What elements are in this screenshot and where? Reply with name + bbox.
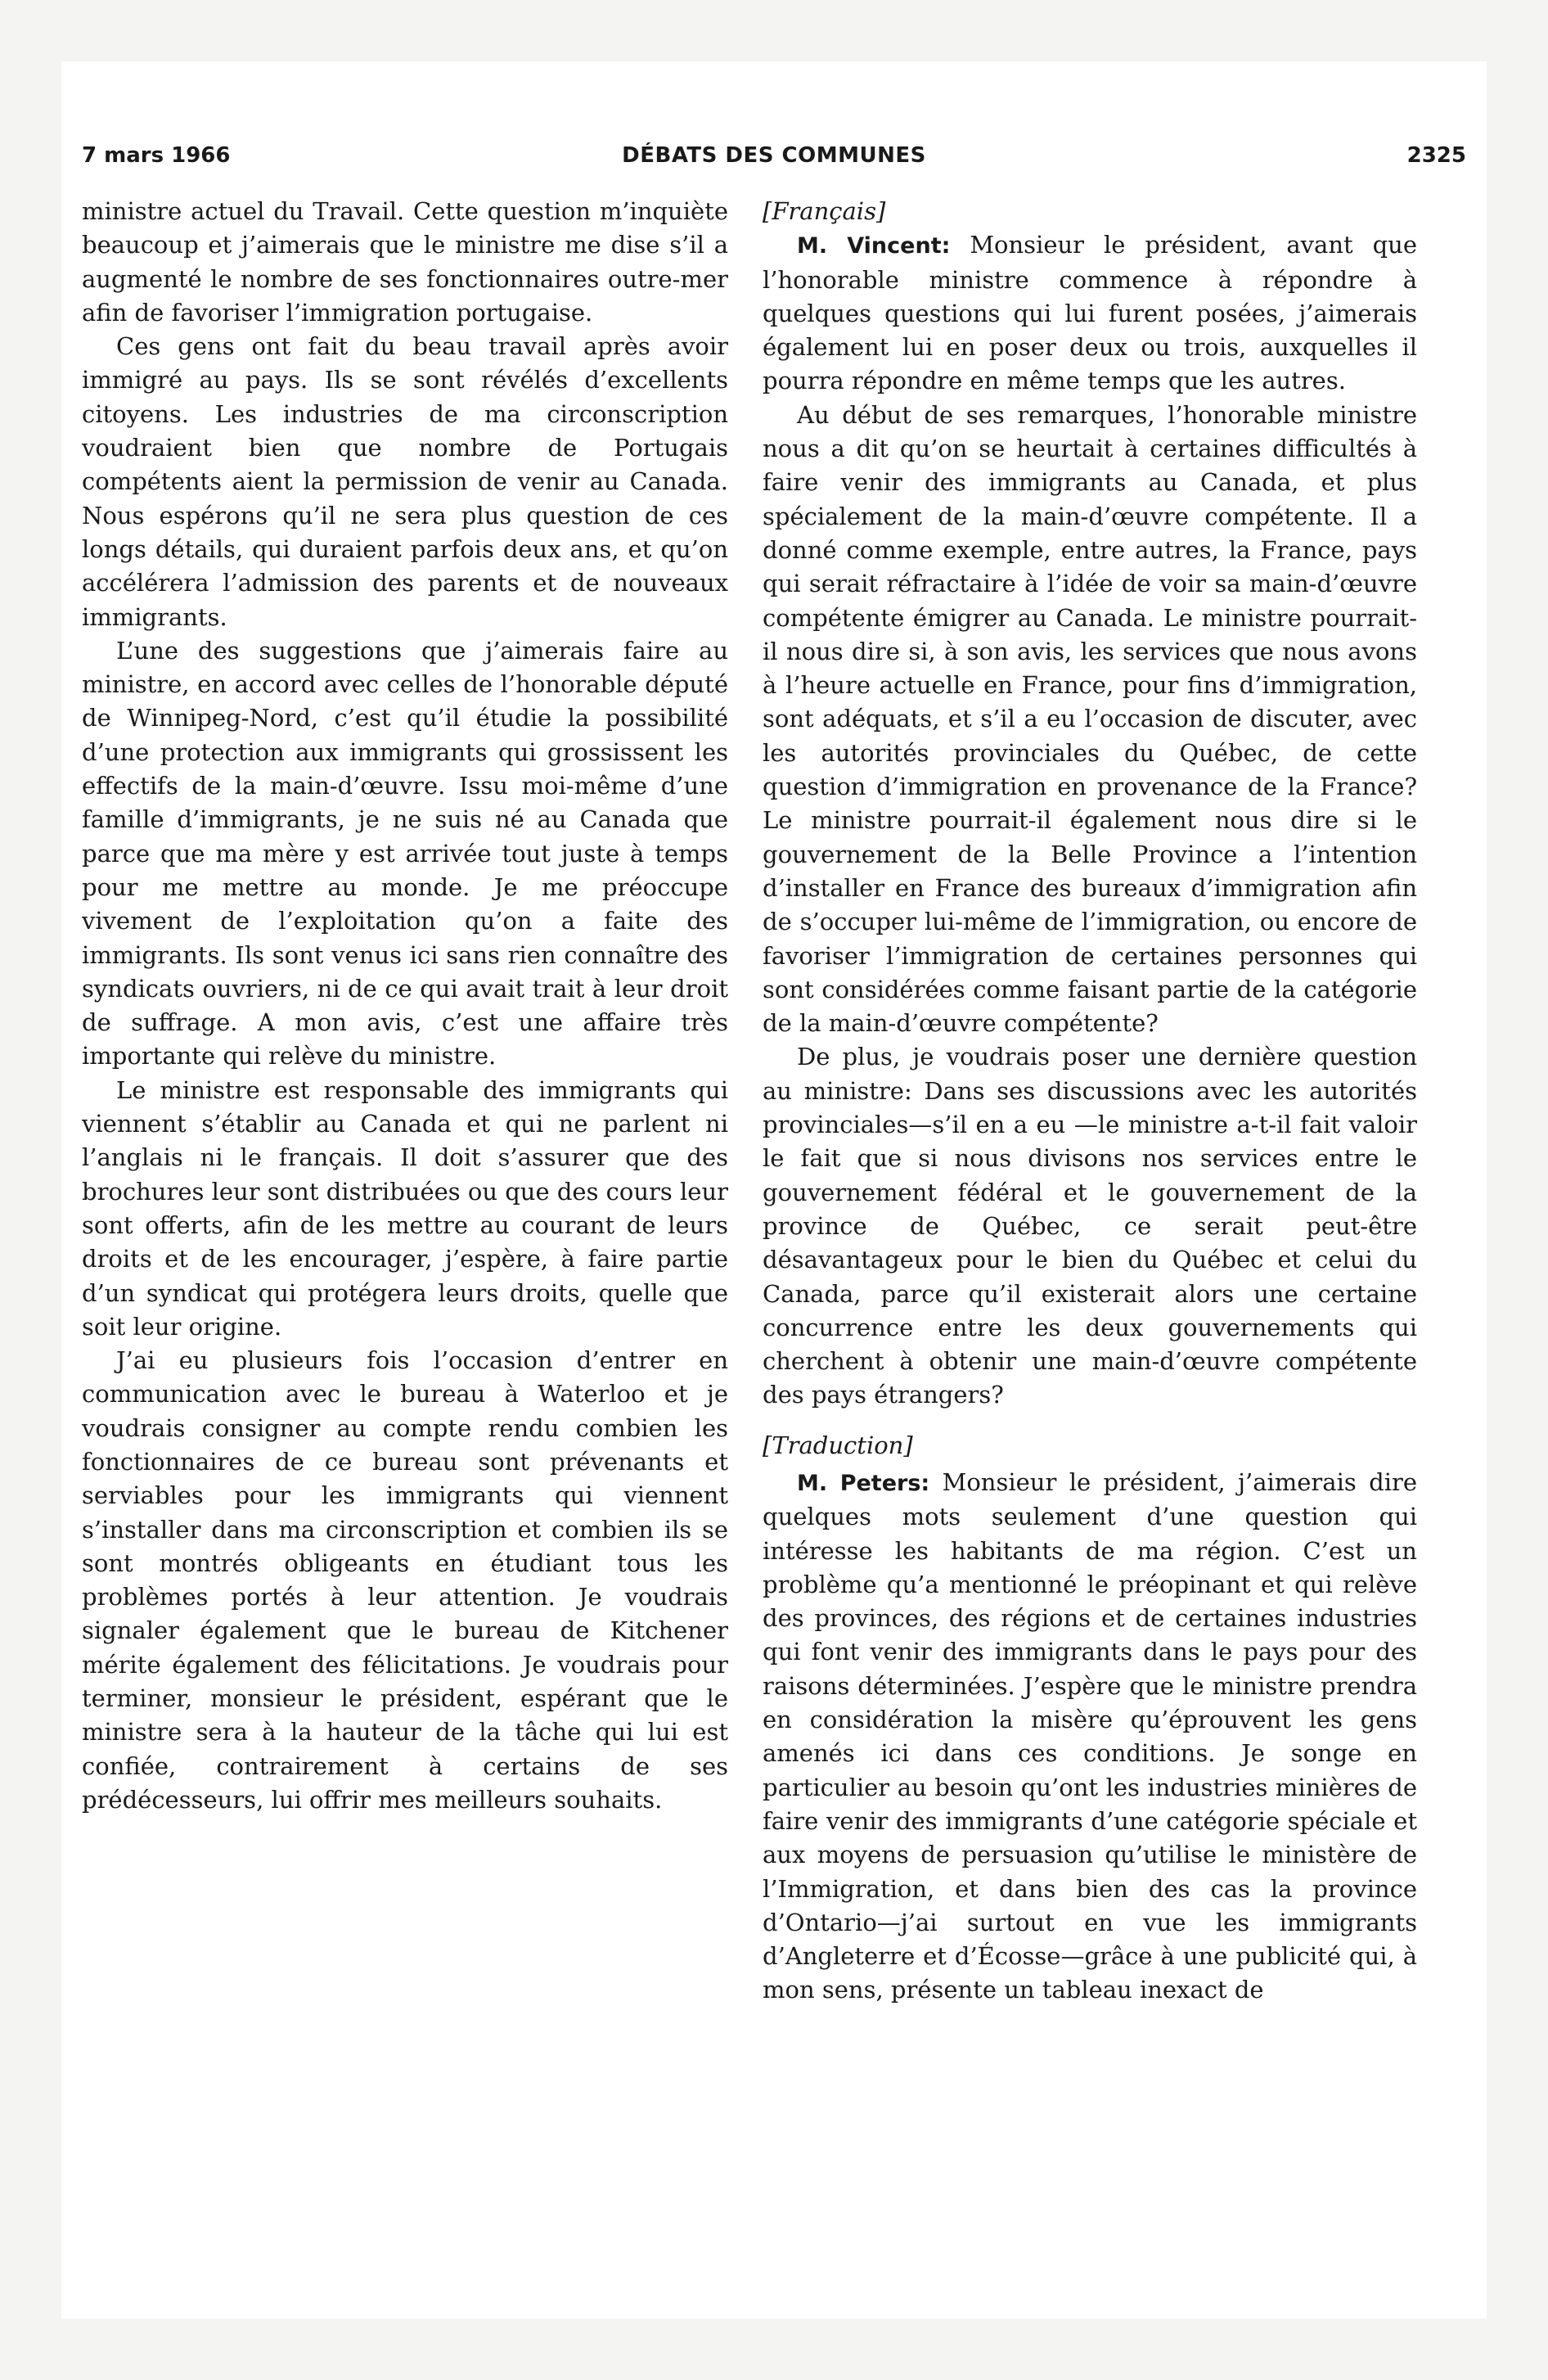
- page-header: [82, 137, 1466, 174]
- header-title: DÉBATS DES COMMUNES: [622, 143, 926, 168]
- paragraph: J’ai eu plusieurs fois l’occasion d’entrer en communication avec le bureau à Waterloo et je voudrais consigner au compte rendu combien les fonctionnaires de ce bureau sont prévenants et serviables pour les immigrants qui viennent s’installer dans ma circonscription et combien ils se sont montrés obligeants en étudiant tous les problèmes portés à leur attention. Je voudrais signaler également que le bureau de Kitchener mérite également des félicitations. Je voudrais pour terminer, monsieur le président, espérant que le ministre sera à la hauteur de la tâche qui lui est confiée, contrairement à certains de ses prédécesseurs, lui offrir mes meilleurs souhaits.: [82, 1346, 728, 1814]
- right-column: [763, 195, 1417, 2008]
- speech-vincent: [763, 228, 1417, 398]
- paragraph: ministre actuel du Travail. Cette question m’inquiète beaucoup et j’aimerais que le ministre me dise s’il a augmenté le nombre de ses fonctionnaires outre-mer afin de favoriser l’immigration portugaise.: [82, 197, 728, 327]
- paragraph: Ces gens ont fait du beau travail après avoir immigré au pays. Ils se sont révélés d’excellents citoyens. Les industries de ma circonscription voudraient bien que nombre de Portugais compétents aient la permission de venir au Canada. Nous espérons qu’il ne sera plus question de ces longs détails, qui duraient parfois deux ans, et qu’on accélérera l’admission des parents et de nouveaux immigrants.: [82, 332, 728, 631]
- speech-text: Monsieur le président, avant que l’honorable ministre commence à répondre à quelques questions qui lui furent posées, j’aimerais également lui en poser deux ou trois, auxquelles il pourra répondre en même temps que les autres.: [763, 231, 1418, 395]
- speech-text: Monsieur le président, j’aimerais dire quelques mots seulement d’une question qui intéresse les habitants de ma région. C’est un problème qu’a mentionné le préopinant et qui relève des provinces, des régions et de certaines industries qui font venir des immigrants dans le pays pour des raisons déterminées. J’espère que le ministre prendra en considération la misère qu’éprouvent les gens amenés ici dans ces conditions. Je songe en particulier au besoin qu’ont les industries minières de faire venir des immigrants d’une catégorie spéciale et aux moyens de persuasion qu’utilise le ministère de l’Immigration, et dans bien des cas la province d’Ontario—j’ai surtout en vue les immigrants d’Angleterre et d’Écosse—grâce à une publicité qui, à mon sens, présente un tableau inexact de: [763, 1467, 1417, 2004]
- left-column: [82, 195, 728, 1817]
- paragraph: L’une des suggestions que j’aimerais faire au ministre, en accord avec celles de l’honorable député de Winnipeg-Nord, c’est qu’il étudie la possibilité d’une protection aux immigrants qui grossissent les effectifs de la main-d’œuvre. Issu moi-même d’une famille d’immigrants, je ne suis né au Canada que parce que ma mère y est arrivée tout juste à temps pour me mettre au monde. Je me préoccupe vivement de l’exploitation qu’on a faite des immigrants. Ils sont venus ici sans rien connaître des syndicats ouvriers, ni de ce qui avait trait à leur droit de suffrage. A mon avis, c’est une affaire très importante qui relève du ministre.: [82, 636, 728, 1071]
- paragraph: Le ministre est responsable des immigrants qui viennent s’établir au Canada et qui ne parlent ni l’anglais ni le français. Il doit s’assurer que des brochures leur sont distribuées ou que des cours leur sont offerts, afin de les mettre au courant de leurs droits et de les encourager, j’espère, à faire partie d’un syndicat qui protégera leurs droits, quelle que soit leur origine.: [82, 1075, 728, 1341]
- speech-peters: [763, 1466, 1417, 2008]
- speaker-name: M. Peters:: [797, 1470, 930, 1496]
- language-tag-translation: [Traduction]: [763, 1431, 913, 1459]
- header-page-number: 2325: [1406, 143, 1466, 168]
- speaker-name: M. Vincent:: [797, 233, 951, 259]
- language-tag-french: [Français]: [763, 197, 886, 225]
- paragraph: Au début de ses remarques, l’honorable ministre nous a dit qu’on se heurtait à certaines difficultés à faire venir des immigrants au Canada, et plus spécialement de la main-d’œuvre compétente. Il a donné comme exemple, entre autres, la France, pays qui serait réfractaire à l’idée de voir sa main-d’œuvre compétente émigrer au Canada. Le ministre pourrait-il nous dire si, à son avis, les services que nous avons à l’heure actuelle en France, pour fins d’immigration, sont adéquats, et s’il a eu l’occasion de discuter, avec les autorités provinciales du Québec, de cette question d’immigration en provenance de la France? Le ministre pourrait-il également nous dire si le gouvernement de la Belle Province a l’intention d’installer en France des bureaux d’immigration afin de s’occuper lui-même de l’immigration, ou encore de favoriser l’immigration de certaines personnes qui sont considérées comme faisant partie de la catégorie de la main-d’œuvre compétente?: [763, 400, 1417, 1038]
- paragraph: De plus, je voudrais poser une dernière question au ministre: Dans ses discussions avec les autorités provinciales—s’il en a eu —le ministre a-t-il fait valoir le fait que si nous divisons nos services entre le gouvernement fédéral et le gouvernement de la province de Québec, ce serait peut-être désavantageux pour le bien du Québec et celui du Canada, parce qu’il existerait alors une certaine concurrence entre les deux gouvernements qui cherchent à obtenir une main-d’œuvre compétente des pays étrangers?: [763, 1043, 1417, 1409]
- header-date: 7 mars 1966: [82, 143, 231, 168]
